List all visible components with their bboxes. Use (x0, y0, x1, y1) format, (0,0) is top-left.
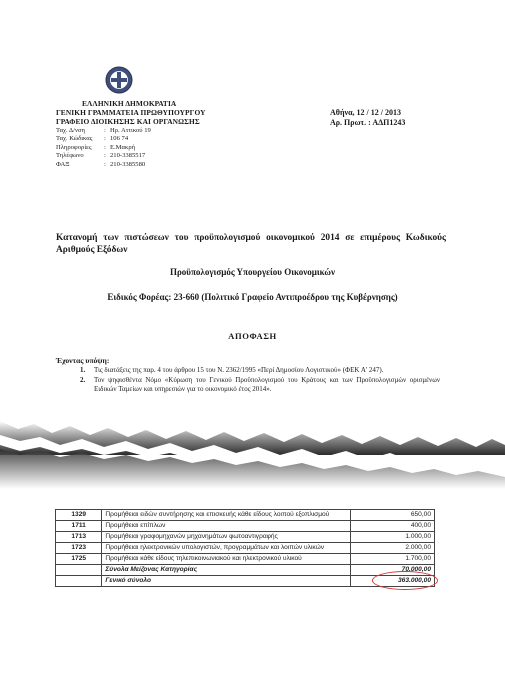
protocol-number: Αρ. Πρωτ. : ΑΔΠ1243 (330, 118, 406, 127)
org-line-3: ΓΡΑΦΕΙΟ ΔΙΟΙΚΗΣΗΣ ΚΑΙ ΟΡΓΑΝΩΣΗΣ (56, 117, 200, 126)
grand-total-cell (351, 576, 435, 587)
document-date: Αθήνα, 12 / 12 / 2013 (330, 108, 401, 117)
contact-details (56, 127, 151, 169)
expenditure-table (55, 509, 435, 587)
table-row: 1725 Προμήθειαι κάθε είδους τηλεπικοινωνιακού και ηλεκτρονικού υλικού 1.700,00 (56, 554, 435, 565)
org-line-1: ΕΛΛΗΝΙΚΗ ΔΗΜΟΚΡΑΤΙΑ (82, 99, 177, 108)
decision-heading: ΑΠΟΦΑΣΗ (228, 331, 277, 341)
list-item: 2. Τον ψηφισθέντα Νόμο «Κύρωση του Γενικού Προϋπολογισμού του Κράτους και των Προϋπολογισμών ορισμένων Ειδικών Ταμείων και υπηρεσιών για το οικονομικό έτος 2014». (80, 376, 440, 393)
having-considered-label: Έχοντας υπόψη: (56, 356, 110, 365)
subtotal-label: Σύνολα Μείζονας Κατηγορίας (102, 565, 351, 576)
contact-row-postcode: Ταχ. Κώδικας : 106 74 (56, 135, 129, 143)
budget-heading: Προϋπολογισμός Υπουργείου Οικονομικών (169, 267, 335, 277)
special-body-heading: Ειδικός Φορέας: 23-660 (Πολιτικό Γραφείο Αντιπροέδρου της Κυβέρνησης) (107, 292, 398, 302)
contact-row-fax: ΦΑΞ : 210-3385580 (56, 160, 146, 168)
grand-total-label: Γενικό σύνολο (102, 576, 351, 587)
document-title: Κατανομή των πιστώσεων του προϋπολογισμού οικονομικού 2014 σε επιμέρους Κωδικούς Αριθμούς Εξόδων (56, 233, 446, 255)
org-line-2: ΓΕΝΙΚΗ ΓΡΑΜΜΑΤΕΙΑ ΠΡΩΘΥΠΟΥΡΓΟΥ (56, 108, 206, 117)
table-row: 1713 Προμήθειαι γραφομηχανών μηχανημάτων φωτοαντιγραφής 1.000,00 (56, 532, 435, 543)
table-row: 1723 Προμήθειαι ηλεκτρονικών υπολογιστών, προγραμμάτων και λοιπών υλικών 2.000,00 (56, 543, 435, 554)
considerations-list (80, 366, 440, 395)
table-row: 1329 Προμήθειαι ειδών συντήρησης και επισκευής κάθε είδους λοιπού εξοπλισμού 650,00 (56, 510, 435, 521)
date-protocol-block (330, 108, 405, 128)
contact-row-phone: Τηλέφωνο : 210-3385517 (56, 152, 146, 160)
contact-row-info: Πληροφορίες : Ε.Μακρή (56, 143, 136, 151)
contact-row-address: Ταχ. Δ/νση : Ηρ. Αττικού 19 (56, 127, 151, 134)
grand-total-amount: 363.000,00 (397, 577, 431, 584)
organization-header (56, 99, 206, 126)
grand-total-row (56, 576, 435, 587)
greek-emblem-icon (105, 66, 133, 94)
table-row: 1711 Προμήθειαι επίπλων 400,00 (56, 521, 435, 532)
list-item: 1. Τις διατάξεις της παρ. 4 του άρθρου 15 του Ν. 2362/1995 «Περί Δημοσίου Λογιστικού» (ΦΕΚ Α' 247). (80, 366, 384, 374)
category-subtotal-row (56, 565, 435, 576)
torn-paper-gap (0, 415, 505, 495)
subtotal-amount: 70.000,00 (351, 565, 435, 576)
